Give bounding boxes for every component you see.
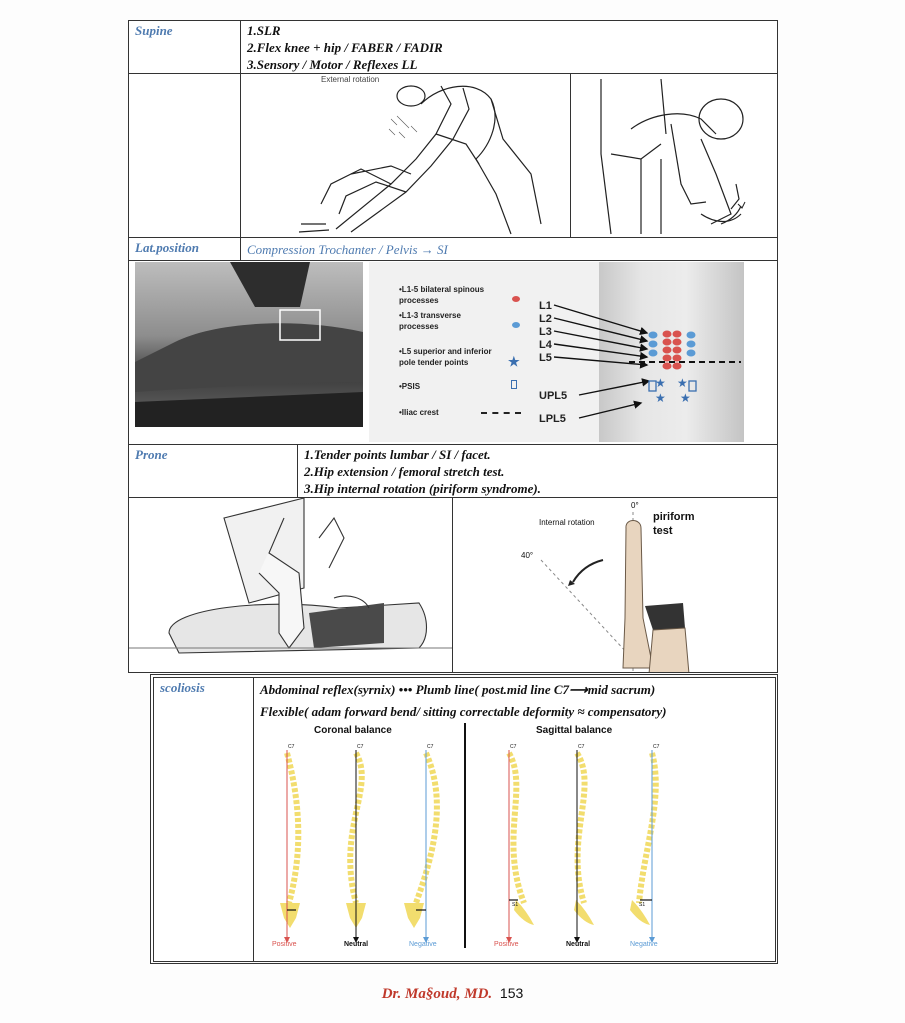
legend-transverse: •L1-3 transverse processes bbox=[399, 311, 461, 331]
coronal-positive-caption: Positive bbox=[272, 941, 297, 948]
femoral-stretch-illustration bbox=[129, 498, 453, 673]
piriform-test-illustration bbox=[453, 498, 778, 673]
supine-text-cell bbox=[240, 20, 778, 74]
s1-label-1: S1 bbox=[512, 902, 519, 908]
footer-page-number: 153 bbox=[499, 985, 524, 1001]
c7-label-4: C7 bbox=[510, 744, 517, 750]
page-footer bbox=[0, 985, 905, 1003]
c7-label-3: C7 bbox=[427, 744, 434, 750]
lumbar-tender-points-diagram bbox=[129, 261, 778, 445]
prone-label: Prone bbox=[135, 447, 168, 462]
level-l1: L1 bbox=[539, 300, 552, 312]
zero-degree-label: 0° bbox=[631, 501, 639, 510]
scoliosis-label: scoliosis bbox=[160, 680, 205, 695]
prone-figure-left bbox=[128, 497, 453, 673]
external-rotation-caption: External rotation bbox=[321, 75, 380, 84]
prone-text-cell bbox=[297, 444, 778, 498]
coronal-balance-title: Coronal balance bbox=[314, 725, 392, 736]
lateral-label: Lat.position bbox=[135, 240, 199, 255]
hip-flexion-illustration bbox=[571, 74, 778, 238]
prone-line-1: 1.Tender points lumbar / SI / facet. bbox=[304, 447, 491, 462]
piriform-label: piriform bbox=[653, 511, 695, 523]
prone-figure-right bbox=[452, 497, 778, 673]
legend-spinous: •L1-5 bilateral spinous processes bbox=[399, 285, 485, 305]
level-l2: L2 bbox=[539, 313, 552, 325]
legend-l5: •L5 superior and inferior pole tender points bbox=[399, 347, 492, 367]
scoliosis-label-cell bbox=[153, 677, 254, 962]
lateral-text: Compression Trochanter / Pelvis → SI bbox=[247, 242, 448, 257]
supine-line-1: 1.SLR bbox=[247, 23, 281, 38]
coronal-negative-caption: Negative bbox=[409, 941, 437, 948]
level-l3: L3 bbox=[539, 326, 552, 338]
supine-line-2: 2.Flex knee + hip / FABER / FADIR bbox=[247, 40, 443, 55]
legend-iliac: •Iliac crest bbox=[399, 408, 439, 417]
s1-label-2: S1 bbox=[639, 902, 646, 908]
c7-label-6: C7 bbox=[653, 744, 660, 750]
legend-psis: •PSIS bbox=[399, 382, 421, 391]
svg-text:★: ★ bbox=[655, 391, 666, 405]
internal-rotation-label: Internal rotation bbox=[539, 518, 595, 527]
lateral-label-cell bbox=[128, 237, 241, 261]
scoliosis-line-2: Flexible( adam forward bend/ sitting correctable deformity ≈ compensatory) bbox=[260, 704, 667, 719]
supine-label: Supine bbox=[135, 23, 173, 38]
c7-label-1: C7 bbox=[288, 744, 295, 750]
svg-text:★: ★ bbox=[655, 376, 666, 390]
svg-text:★: ★ bbox=[680, 391, 691, 405]
level-lpl5: LPL5 bbox=[539, 413, 566, 425]
supine-figure-left bbox=[240, 73, 571, 238]
faber-test-illustration bbox=[241, 74, 571, 238]
level-upl5: UPL5 bbox=[539, 390, 568, 402]
prone-label-cell bbox=[128, 444, 298, 498]
supine-label-cell bbox=[128, 20, 241, 74]
prone-line-3: 3.Hip internal rotation (piriform syndrome). bbox=[304, 481, 541, 496]
sagittal-neutral-caption: Neutral bbox=[566, 941, 591, 948]
sagittal-balance-title: Sagittal balance bbox=[536, 725, 613, 736]
sagittal-positive-caption: Positive bbox=[494, 941, 519, 948]
c7-label-5: C7 bbox=[578, 744, 585, 750]
supine-figure-right bbox=[570, 73, 778, 238]
lateral-figure-cell bbox=[128, 260, 778, 445]
spine-balance-diagram bbox=[254, 678, 776, 962]
lateral-text-cell bbox=[240, 237, 778, 261]
c7-label-2: C7 bbox=[357, 744, 364, 750]
supine-blank-cell bbox=[128, 73, 241, 238]
test-label: test bbox=[653, 525, 673, 537]
star-icon: ★ bbox=[508, 354, 520, 369]
coronal-neutral-caption: Neutral bbox=[344, 941, 369, 948]
footer-author: Dr. Ma§oud, MD. bbox=[381, 986, 493, 1002]
prone-line-2: 2.Hip extension / femoral stretch test. bbox=[304, 464, 505, 479]
level-l5: L5 bbox=[539, 352, 552, 364]
svg-text:★: ★ bbox=[677, 376, 688, 390]
sagittal-negative-caption: Negative bbox=[630, 941, 658, 948]
scoliosis-content-cell bbox=[253, 677, 776, 962]
level-l4: L4 bbox=[539, 339, 552, 351]
scoliosis-line-1: Abdominal reflex(syrnix) ••• Plumb line( post.mid line C7⟶mid sacrum) bbox=[260, 682, 656, 697]
forty-degree-label: 40° bbox=[521, 551, 534, 560]
supine-line-3: 3.Sensory / Motor / Reflexes LL bbox=[247, 57, 418, 72]
